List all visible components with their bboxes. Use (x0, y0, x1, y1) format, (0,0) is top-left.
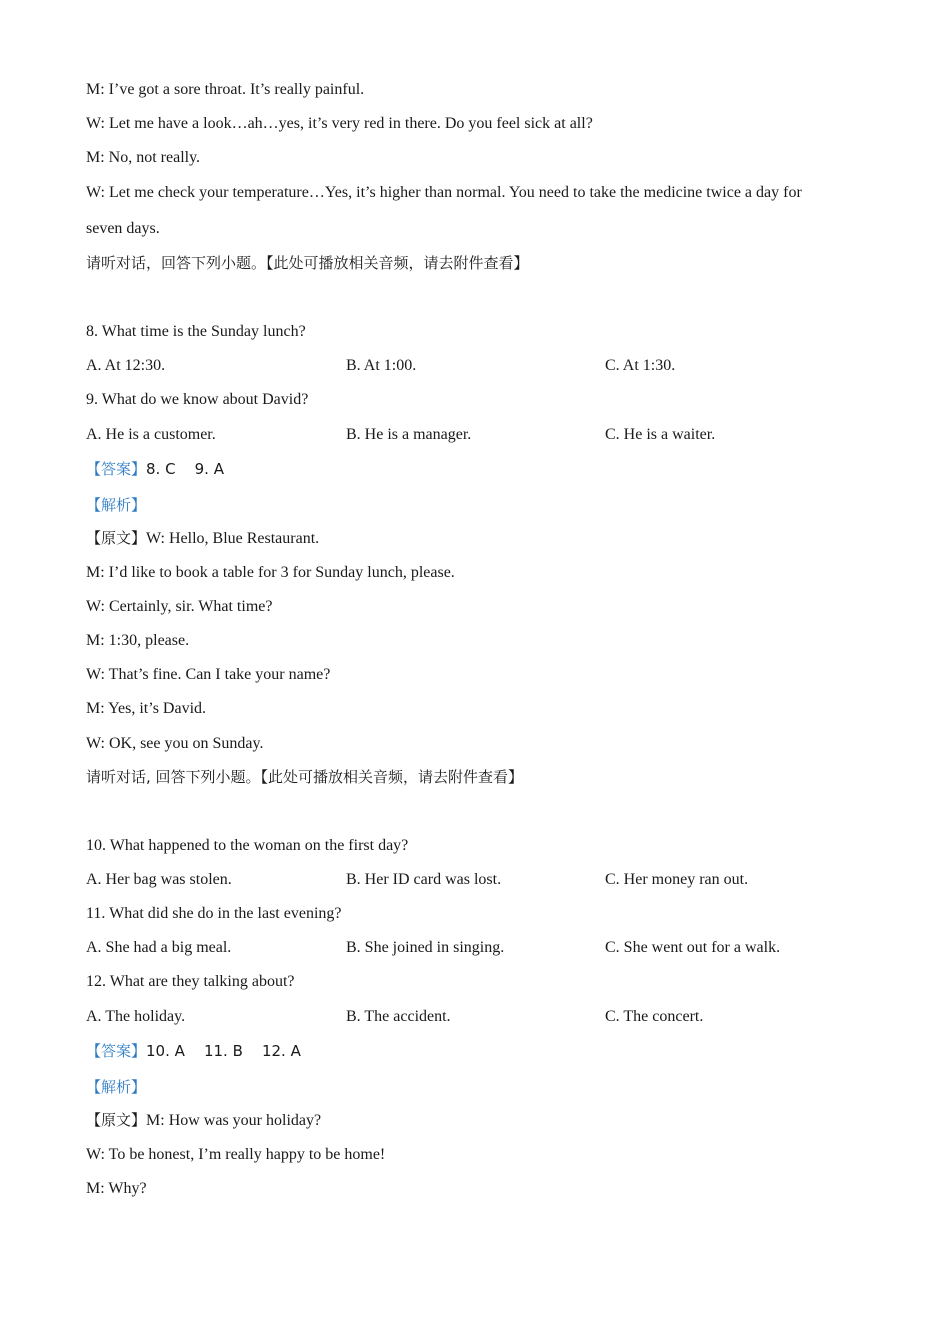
option-10c: C. Her money ran out. (605, 871, 749, 888)
question-10: 10. What happened to the woman on the first day? (86, 837, 409, 854)
dialogue-line: W: Let me check your temperature…Yes, it’s higher than normal. You need to take the medicine twice a day for (86, 184, 802, 201)
question-11: 11. What did she do in the last evening? (86, 905, 342, 922)
answer-value: 10. A 11. B 12. A (146, 1042, 301, 1060)
option-8b: B. At 1:00. (346, 357, 417, 374)
analysis-label: 【解析】 (86, 1078, 147, 1096)
option-11b: B. She joined in singing. (346, 939, 505, 956)
option-12b: B. The accident. (346, 1008, 451, 1025)
option-11a: A. She had a big meal. (86, 939, 232, 956)
transcript-line: M: 1:30, please. (86, 632, 190, 649)
transcript-text: W: Hello, Blue Restaurant. (146, 530, 320, 547)
answer-line (86, 1041, 301, 1062)
question-12: 12. What are they talking about? (86, 973, 295, 990)
transcript-line: W: OK, see you on Sunday. (86, 735, 264, 752)
option-9b: B. He is a manager. (346, 426, 472, 443)
dialogue-line: W: Let me have a look…ah…yes, it’s very red in there. Do you feel sick at all? (86, 115, 593, 132)
transcript-line (86, 1110, 321, 1131)
transcript-line: M: Why? (86, 1180, 147, 1197)
answer-label: 【答案】 (86, 1042, 147, 1060)
transcript-line (86, 528, 319, 549)
listening-instruction: 请听对话, 回答下列小题。【此处可播放相关音频，请去附件查看】 (86, 768, 524, 786)
dialogue-line: M: No, not really. (86, 149, 201, 166)
transcript-line: W: That’s fine. Can I take your name? (86, 666, 331, 683)
option-9a: A. He is a customer. (86, 426, 216, 443)
transcript-text: M: How was your holiday? (146, 1112, 322, 1129)
question-9: 9. What do we know about David? (86, 391, 309, 408)
original-text-label: 【原文】 (86, 529, 147, 547)
answer-line (86, 459, 224, 480)
option-12a: A. The holiday. (86, 1008, 186, 1025)
listening-instruction: 请听对话，回答下列小题。【此处可播放相关音频，请去附件查看】 (86, 254, 529, 272)
answer-value: 8. C 9. A (146, 460, 224, 478)
option-9c: C. He is a waiter. (605, 426, 716, 443)
option-12c: C. The concert. (605, 1008, 704, 1025)
dialogue-line: seven days. (86, 220, 160, 237)
transcript-line: W: Certainly, sir. What time? (86, 598, 273, 615)
option-8a: A. At 12:30. (86, 357, 166, 374)
option-11c: C. She went out for a walk. (605, 939, 781, 956)
original-text-label: 【原文】 (86, 1111, 147, 1129)
transcript-line: M: Yes, it’s David. (86, 700, 207, 717)
option-10b: B. Her ID card was lost. (346, 871, 502, 888)
transcript-line: W: To be honest, I’m really happy to be home! (86, 1146, 386, 1163)
analysis-label: 【解析】 (86, 496, 147, 514)
option-8c: C. At 1:30. (605, 357, 676, 374)
dialogue-line: M: I’ve got a sore throat. It’s really painful. (86, 81, 365, 98)
question-8: 8. What time is the Sunday lunch? (86, 323, 306, 340)
transcript-line: M: I’d like to book a table for 3 for Sunday lunch, please. (86, 564, 455, 581)
option-10a: A. Her bag was stolen. (86, 871, 232, 888)
answer-label: 【答案】 (86, 460, 147, 478)
